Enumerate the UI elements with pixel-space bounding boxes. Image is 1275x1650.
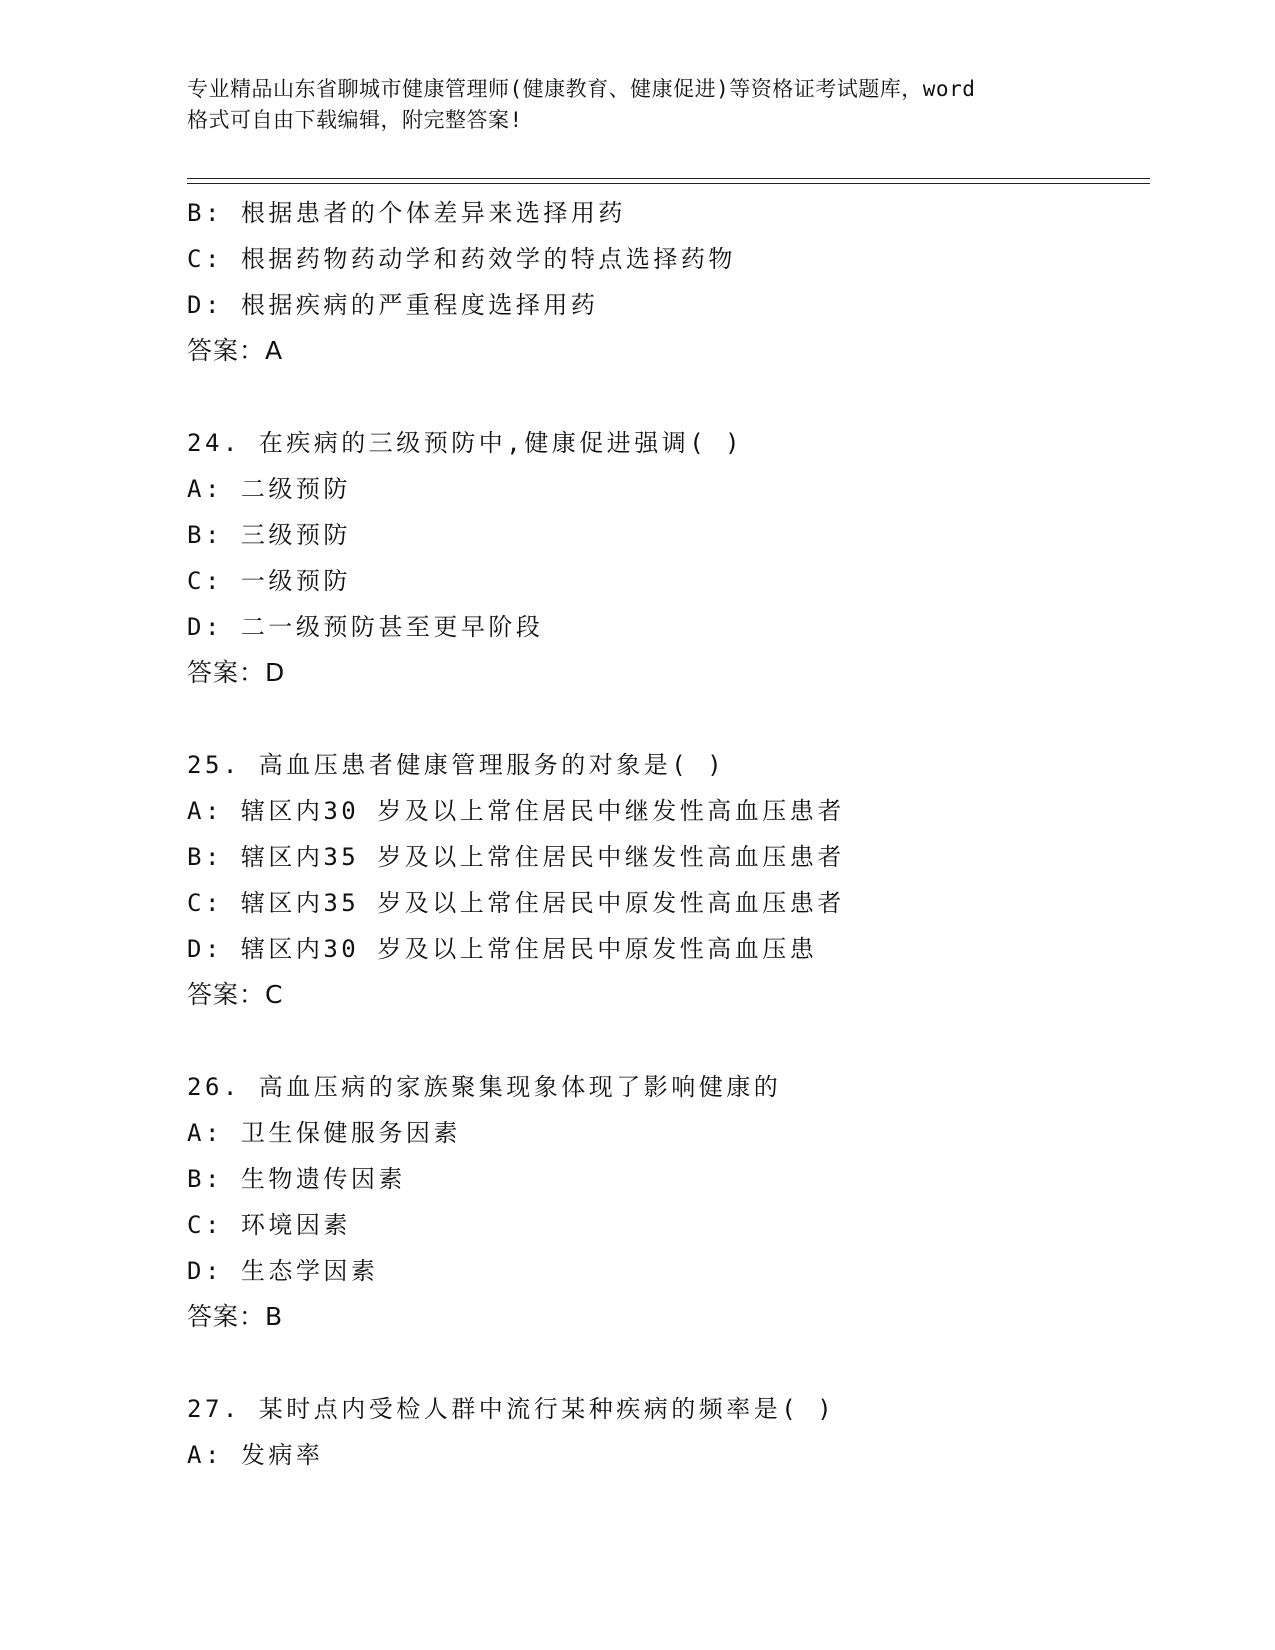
- option-b: B: 三级预防: [187, 521, 351, 549]
- question-stem: 27. 某时点内受检人群中流行某种疾病的频率是( ): [187, 1395, 836, 1423]
- option-d: D: 二一级预防甚至更早阶段: [187, 613, 544, 641]
- option-d: D: 生态学因素: [187, 1257, 379, 1285]
- option-b: B: 辖区内35 岁及以上常住居民中继发性高血压患者: [187, 843, 845, 871]
- option-a: A: 卫生保健服务因素: [187, 1119, 461, 1147]
- option-b: B: 根据患者的个体差异来选择用药: [187, 199, 626, 227]
- option-d: D: 根据疾病的严重程度选择用药: [187, 291, 599, 319]
- question-list: [187, 190, 1147, 1478]
- question-stem: 26. 高血压病的家族聚集现象体现了影响健康的: [187, 1073, 782, 1101]
- question-stem: 25. 高血压患者健康管理服务的对象是( ): [187, 751, 726, 779]
- question-stem: 24. 在疾病的三级预防中,健康促进强调( ): [187, 429, 744, 457]
- option-c: C: 一级预防: [187, 567, 351, 595]
- answer-line: 答案：C: [187, 980, 284, 1009]
- option-c: C: 辖区内35 岁及以上常住居民中原发性高血压患者: [187, 889, 845, 917]
- spacer: [187, 374, 1147, 420]
- spacer: [187, 1018, 1147, 1064]
- option-c: C: 根据药物药动学和药效学的特点选择药物: [187, 245, 736, 273]
- header-rule-top: [187, 178, 1150, 179]
- option-a: A: 发病率: [187, 1441, 324, 1469]
- option-b: B: 生物遗传因素: [187, 1165, 406, 1193]
- option-a: A: 辖区内30 岁及以上常住居民中继发性高血压患者: [187, 797, 845, 825]
- answer-line: 答案：A: [187, 336, 284, 365]
- answer-line: 答案：D: [187, 658, 286, 687]
- spacer: [187, 696, 1147, 742]
- answer-line: 答案：B: [187, 1302, 284, 1331]
- spacer: [187, 1340, 1147, 1386]
- header-line-2: 格式可自由下载编辑，附完整答案!: [187, 108, 523, 132]
- header-line-1: 专业精品山东省聊城市健康管理师(健康教育、健康促进)等资格证考试题库，word: [187, 77, 976, 101]
- option-c: C: 环境因素: [187, 1211, 351, 1239]
- page-header: [187, 74, 1087, 136]
- option-a: A: 二级预防: [187, 475, 351, 503]
- option-d: D: 辖区内30 岁及以上常住居民中原发性高血压患: [187, 935, 818, 963]
- header-rule-bottom: [187, 183, 1150, 184]
